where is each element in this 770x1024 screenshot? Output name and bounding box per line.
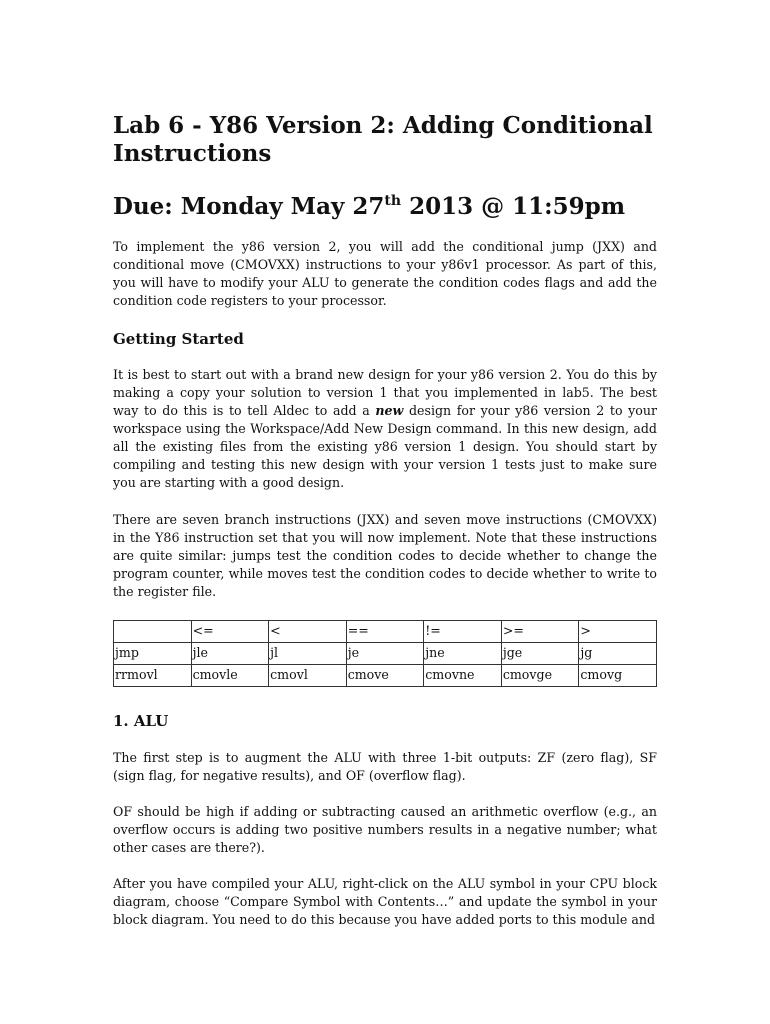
- document-title: Lab 6 - Y86 Version 2: Adding Conditional Instructions: [113, 112, 653, 167]
- table-cell: cmovg: [579, 665, 657, 687]
- table-row: [114, 665, 657, 687]
- due-superscript: th: [384, 193, 402, 209]
- table-cell: cmove: [346, 665, 424, 687]
- table-cell: cmovne: [424, 665, 502, 687]
- table-cell: je: [346, 643, 424, 665]
- getting-started-heading: Getting Started: [113, 330, 244, 348]
- table-cell: jne: [424, 643, 502, 665]
- alu-paragraph-3: After you have compiled your ALU, right-click on the ALU symbol in your CPU block diagram, choose “Compare Symbol with Contents…” and update the symbol in your block diagram. You need to do this because you have added ports to this module and: [113, 876, 657, 927]
- table-cell: jle: [191, 643, 269, 665]
- table-cell: [114, 621, 192, 643]
- due-suffix: 2013 @ 11:59pm: [401, 193, 626, 220]
- due-date-heading: [113, 192, 625, 222]
- alu-paragraph-2: OF should be high if adding or subtracting caused an arithmetic overflow (e.g., an overflow occurs is adding two positive numbers results in a negative number; what other cases are there?).: [113, 804, 657, 855]
- table-cell: jmp: [114, 643, 192, 665]
- due-prefix: Due: Monday May 27: [113, 193, 385, 220]
- table-cell: >=: [501, 621, 579, 643]
- alu-heading: 1. ALU: [113, 712, 169, 730]
- gs-p1-emphasis: new: [375, 403, 404, 418]
- table-cell: jge: [501, 643, 579, 665]
- table-cell: ==: [346, 621, 424, 643]
- table-cell: <=: [191, 621, 269, 643]
- instruction-table: [113, 620, 657, 687]
- gs-p1-before: It is best to start out with a brand new design for your y86 version 2. You do this by making a copy your solution to version 1 that you implemented in lab5. The best way to do this is to tell Aldec to add a: [113, 367, 657, 418]
- table-cell: jg: [579, 643, 657, 665]
- table-row: [114, 643, 657, 665]
- table-cell: >: [579, 621, 657, 643]
- getting-started-paragraph-2: There are seven branch instructions (JXX) and seven move instructions (CMOVXX) in the Y86 instruction set that you will now implement. Note that these instructions are quite similar: jumps test the condition codes to decide whether to change the program counter, while moves test the condition codes to decide whether to write to the register file.: [113, 512, 657, 599]
- table-cell: cmovle: [191, 665, 269, 687]
- intro-paragraph: To implement the y86 version 2, you will add the conditional jump (JXX) and conditional move (CMOVXX) instructions to your y86v1 processor. As part of this, you will have to modify your ALU to generate the condition codes flags and add the condition code registers to your processor.: [113, 239, 657, 308]
- table-cell: rrmovl: [114, 665, 192, 687]
- table-row: [114, 621, 657, 643]
- table-cell: !=: [424, 621, 502, 643]
- getting-started-paragraph-1: [113, 366, 657, 492]
- gs-p1-after: design for your y86 version 2 to your workspace using the Workspace/Add New Design command. In this new design, add all the existing files from the existing y86 version 1 design. You should start by compiling and testing this new design with your version 1 tests just to make sure you are starting with a good design.: [113, 403, 657, 490]
- table-cell: <: [269, 621, 347, 643]
- table-cell: jl: [269, 643, 347, 665]
- table-cell: cmovge: [501, 665, 579, 687]
- alu-paragraph-1: The first step is to augment the ALU with three 1-bit outputs: ZF (zero flag), SF (sign flag, for negative results), and OF (overflow flag).: [113, 750, 657, 783]
- table-cell: cmovl: [269, 665, 347, 687]
